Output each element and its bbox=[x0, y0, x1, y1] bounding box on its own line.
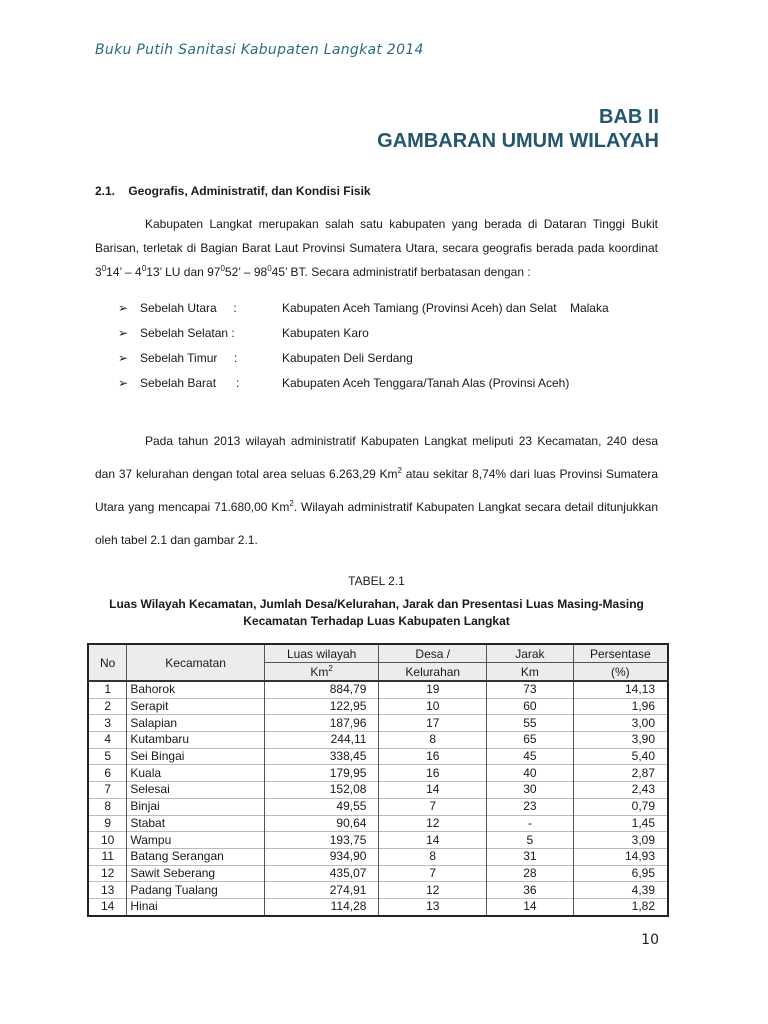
header-no: No bbox=[88, 644, 127, 681]
table-row bbox=[88, 681, 668, 698]
section-title: Geografis, Administratif, dan Kondisi Fisik bbox=[128, 184, 371, 198]
cell-kecamatan: Wampu bbox=[127, 832, 265, 849]
cell-kecamatan: Selesai bbox=[127, 782, 265, 799]
intro-paragraph bbox=[95, 212, 658, 284]
border-value: Kabupaten Aceh Tamiang (Provinsi Aceh) dan Selat Malaka bbox=[282, 300, 609, 315]
border-side: Sebelah Selatan : bbox=[140, 325, 235, 340]
table-row bbox=[88, 848, 668, 865]
district-table bbox=[87, 643, 669, 917]
cell-luas: 244,11 bbox=[264, 732, 379, 749]
cell-jarak: 28 bbox=[487, 865, 574, 882]
cell-luas: 122,95 bbox=[264, 698, 379, 715]
cell-desa: 16 bbox=[379, 748, 487, 765]
running-header: Buku Putih Sanitasi Kabupaten Langkat 2014 bbox=[95, 42, 424, 58]
table-row bbox=[88, 748, 668, 765]
cell-luas: 274,91 bbox=[264, 882, 379, 899]
p1-text-d: 52’ – 98 bbox=[224, 265, 268, 279]
cell-persentase: 14,93 bbox=[573, 848, 668, 865]
cell-kecamatan: Batang Serangan bbox=[127, 848, 265, 865]
border-item bbox=[118, 370, 678, 395]
cell-kecamatan: Kutambaru bbox=[127, 732, 265, 749]
chapter-title: GAMBARAN UMUM WILAYAH bbox=[377, 130, 659, 152]
cell-persentase: 4,39 bbox=[573, 882, 668, 899]
cell-luas: 435,07 bbox=[264, 865, 379, 882]
cell-persentase: 1,45 bbox=[573, 815, 668, 832]
cell-no: 10 bbox=[88, 832, 127, 849]
cell-no: 1 bbox=[88, 681, 127, 698]
cell-kecamatan: Serapit bbox=[127, 698, 265, 715]
cell-desa: 12 bbox=[379, 882, 487, 899]
chapter-heading bbox=[377, 105, 659, 153]
table-row bbox=[88, 815, 668, 832]
table-row bbox=[88, 882, 668, 899]
arrow-bullet-icon: ➢ bbox=[118, 300, 129, 315]
cell-luas: 884,79 bbox=[264, 681, 379, 698]
cell-no: 11 bbox=[88, 848, 127, 865]
p1-degree-2: 0 bbox=[141, 264, 147, 273]
table-row bbox=[88, 698, 668, 715]
border-list bbox=[118, 295, 678, 395]
cell-no: 3 bbox=[88, 715, 127, 732]
p1-degree-1: 0 bbox=[101, 264, 107, 273]
cell-jarak: - bbox=[487, 815, 574, 832]
table-title-line2: Kecamatan Terhadap Luas Kabupaten Langkat bbox=[243, 614, 510, 628]
cell-jarak: 65 bbox=[487, 732, 574, 749]
table-caption: TABEL 2.1 bbox=[348, 574, 405, 588]
border-value: Kabupaten Aceh Tenggara/Tanah Alas (Provinsi Aceh) bbox=[282, 375, 570, 390]
cell-kecamatan: Stabat bbox=[127, 815, 265, 832]
cell-jarak: 36 bbox=[487, 882, 574, 899]
cell-desa: 19 bbox=[379, 681, 487, 698]
cell-persentase: 0,79 bbox=[573, 798, 668, 815]
border-side: Sebelah Barat : bbox=[140, 375, 240, 390]
table-row bbox=[88, 832, 668, 849]
cell-kecamatan: Binjai bbox=[127, 798, 265, 815]
arrow-bullet-icon: ➢ bbox=[118, 350, 129, 365]
cell-kecamatan: Salapian bbox=[127, 715, 265, 732]
border-side: Sebelah Utara : bbox=[140, 300, 237, 315]
p1-text-e: 45’ BT. Secara administratif berbatasan dengan : bbox=[271, 265, 531, 279]
cell-no: 4 bbox=[88, 732, 127, 749]
cell-persentase: 3,00 bbox=[573, 715, 668, 732]
cell-kecamatan: Hinai bbox=[127, 898, 265, 915]
cell-jarak: 23 bbox=[487, 798, 574, 815]
cell-persentase: 1,96 bbox=[573, 698, 668, 715]
border-value: Kabupaten Karo bbox=[282, 325, 369, 340]
p2-text-c: . Wilayah administratif Kabupaten Langkat secara detail ditunjukkan oleh tabel 2.1 dan gambar 2.1. bbox=[95, 500, 658, 547]
arrow-bullet-icon: ➢ bbox=[118, 375, 129, 390]
header-kecamatan: Kecamatan bbox=[127, 644, 265, 681]
cell-jarak: 40 bbox=[487, 765, 574, 782]
cell-no: 2 bbox=[88, 698, 127, 715]
cell-kecamatan: Kuala bbox=[127, 765, 265, 782]
p1-degree-3: 0 bbox=[220, 264, 225, 273]
cell-jarak: 5 bbox=[487, 832, 574, 849]
header-luas-unit bbox=[264, 663, 379, 682]
cell-no: 14 bbox=[88, 898, 127, 915]
cell-no: 12 bbox=[88, 865, 127, 882]
cell-luas: 90,64 bbox=[264, 815, 379, 832]
luas-unit-superscript: 2 bbox=[328, 663, 333, 673]
header-jarak: Jarak bbox=[487, 644, 574, 663]
p1-text-a: Kabupaten Langkat merupakan salah satu kabupaten yang berada di Dataran Tinggi Bukit Barisan, terletak di Bagian Barat Laut Provinsi Sumatera Utara, secara geografis berada pada koordinat 3 bbox=[95, 217, 658, 279]
cell-desa: 14 bbox=[379, 832, 487, 849]
cell-persentase: 1,82 bbox=[573, 898, 668, 915]
cell-desa: 16 bbox=[379, 765, 487, 782]
cell-desa: 10 bbox=[379, 698, 487, 715]
p2-superscript-2: 2 bbox=[289, 499, 294, 508]
cell-persentase: 2,43 bbox=[573, 782, 668, 799]
arrow-bullet-icon: ➢ bbox=[118, 325, 129, 340]
header-luas: Luas wilayah bbox=[264, 644, 379, 663]
cell-no: 13 bbox=[88, 882, 127, 899]
cell-no: 7 bbox=[88, 782, 127, 799]
table-row bbox=[88, 715, 668, 732]
cell-luas: 193,75 bbox=[264, 832, 379, 849]
cell-desa: 8 bbox=[379, 848, 487, 865]
cell-jarak: 60 bbox=[487, 698, 574, 715]
cell-desa: 13 bbox=[379, 898, 487, 915]
cell-desa: 7 bbox=[379, 798, 487, 815]
table-row bbox=[88, 898, 668, 915]
cell-luas: 49,55 bbox=[264, 798, 379, 815]
border-item bbox=[118, 320, 678, 345]
cell-persentase: 14,13 bbox=[573, 681, 668, 698]
cell-persentase: 3,09 bbox=[573, 832, 668, 849]
cell-jarak: 55 bbox=[487, 715, 574, 732]
cell-jarak: 73 bbox=[487, 681, 574, 698]
header-persen-unit: (%) bbox=[573, 663, 668, 682]
header-persentase: Persentase bbox=[573, 644, 668, 663]
cell-no: 9 bbox=[88, 815, 127, 832]
page-number: 10 bbox=[641, 932, 659, 948]
cell-no: 8 bbox=[88, 798, 127, 815]
cell-jarak: 30 bbox=[487, 782, 574, 799]
section-number: 2.1. bbox=[95, 184, 116, 198]
cell-persentase: 5,40 bbox=[573, 748, 668, 765]
section-heading bbox=[95, 184, 371, 198]
cell-persentase: 3,90 bbox=[573, 732, 668, 749]
table-row bbox=[88, 782, 668, 799]
border-item bbox=[118, 295, 678, 320]
cell-luas: 934,90 bbox=[264, 848, 379, 865]
cell-desa: 14 bbox=[379, 782, 487, 799]
table-row bbox=[88, 732, 668, 749]
cell-persentase: 2,87 bbox=[573, 765, 668, 782]
table-row bbox=[88, 765, 668, 782]
luas-unit-text: Km bbox=[310, 664, 329, 679]
cell-luas: 152,08 bbox=[264, 782, 379, 799]
cell-desa: 7 bbox=[379, 865, 487, 882]
table-title-line1: Luas Wilayah Kecamatan, Jumlah Desa/Kelurahan, Jarak dan Presentasi Luas Masing-Masing bbox=[109, 597, 644, 611]
cell-luas: 114,28 bbox=[264, 898, 379, 915]
table-title bbox=[95, 596, 658, 630]
cell-luas: 338,45 bbox=[264, 748, 379, 765]
cell-no: 5 bbox=[88, 748, 127, 765]
cell-kecamatan: Bahorok bbox=[127, 681, 265, 698]
cell-desa: 12 bbox=[379, 815, 487, 832]
p1-text-b: 14’ – 4 bbox=[106, 265, 142, 279]
table-row bbox=[88, 798, 668, 815]
cell-kecamatan: Padang Tualang bbox=[127, 882, 265, 899]
cell-kecamatan: Sawit Seberang bbox=[127, 865, 265, 882]
cell-desa: 17 bbox=[379, 715, 487, 732]
header-kelurahan: Kelurahan bbox=[379, 663, 487, 682]
border-item bbox=[118, 345, 678, 370]
cell-jarak: 31 bbox=[487, 848, 574, 865]
cell-luas: 179,95 bbox=[264, 765, 379, 782]
cell-jarak: 14 bbox=[487, 898, 574, 915]
admin-paragraph bbox=[95, 425, 658, 557]
header-jarak-unit: Km bbox=[487, 663, 574, 682]
cell-no: 6 bbox=[88, 765, 127, 782]
cell-kecamatan: Sei Bingai bbox=[127, 748, 265, 765]
cell-persentase: 6,95 bbox=[573, 865, 668, 882]
border-value: Kabupaten Deli Serdang bbox=[282, 350, 413, 365]
cell-desa: 8 bbox=[379, 732, 487, 749]
cell-jarak: 45 bbox=[487, 748, 574, 765]
cell-luas: 187,96 bbox=[264, 715, 379, 732]
table-row bbox=[88, 865, 668, 882]
border-side: Sebelah Timur : bbox=[140, 350, 238, 365]
header-desa: Desa / bbox=[379, 644, 487, 663]
p2-superscript-1: 2 bbox=[397, 466, 402, 475]
p1-degree-4: 0 bbox=[267, 264, 272, 273]
table-body bbox=[88, 681, 668, 916]
p2-text-b: atau sekitar 8,74% dari luas Provinsi Sumatera Utara yang mencapai 71.680,00 Km bbox=[95, 467, 658, 514]
chapter-label: BAB II bbox=[599, 106, 659, 128]
p1-text-c: 13’ LU dan 97 bbox=[146, 265, 221, 279]
p2-text-a: Pada tahun 2013 wilayah administratif Kabupaten Langkat meliputi 23 Kecamatan, 240 desa dan 37 kelurahan dengan total area seluas 6.263,29 Km bbox=[95, 434, 658, 481]
